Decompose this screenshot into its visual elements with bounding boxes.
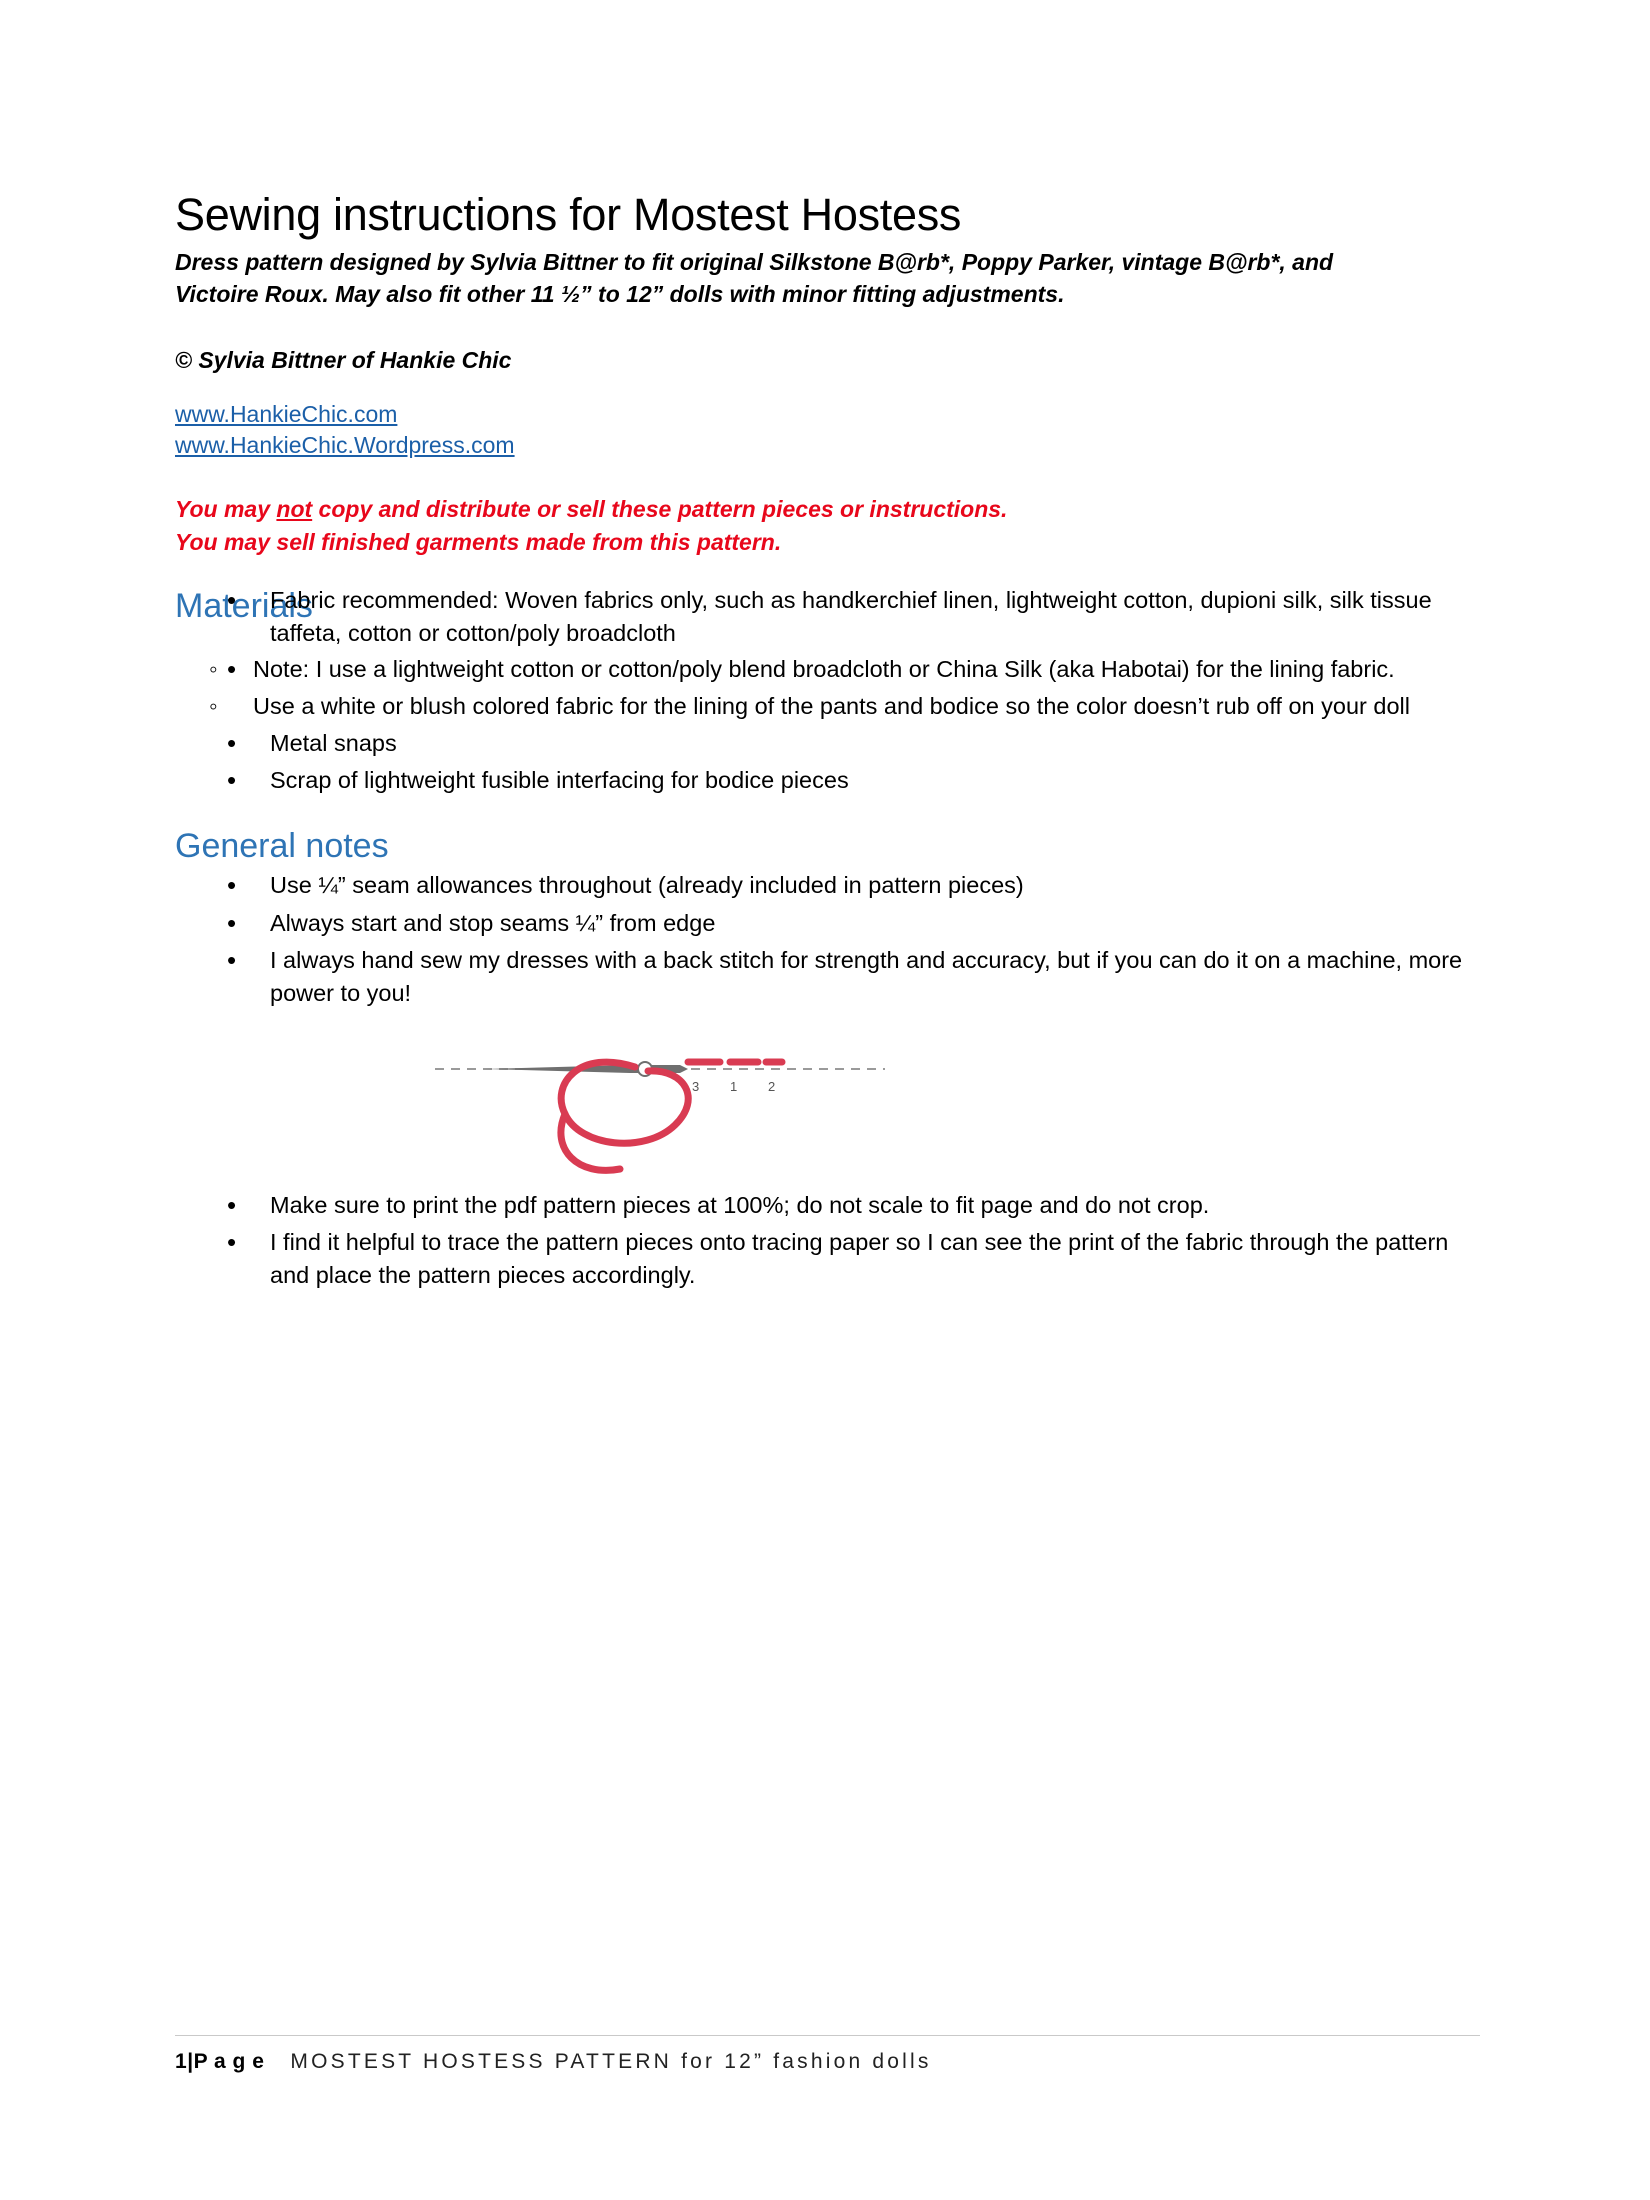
list-item: • Make sure to print the pdf pattern pieces at 100%; do not scale to fit page and do not crop. [175, 1189, 1485, 1222]
document-subtitle: Dress pattern designed by Sylvia Bittner to fit original Silkstone B@rb*, Poppy Parker, vintage B@rb*, and Victoire Roux. May also fit other 11 ½” to 12” dolls with minor fitting adjustments. [175, 248, 1334, 308]
list-item: • Always start and stop seams ¼” from edge [175, 907, 1485, 940]
list-item: • I always hand sew my dresses with a back stitch for strength and accuracy, but if you can do it on a machine, more power to you! [175, 944, 1485, 1011]
list-item: • Metal snaps [175, 727, 1485, 760]
figure-label-3: 3 [692, 1078, 700, 1094]
page-title: Sewing instructions for Mostest Hostess [175, 189, 962, 240]
list-item: ◦ • Note: I use a lightweight cotton or cotton/poly blend broadcloth or China Silk (aka Habotai) for the lining fabric. [175, 653, 1485, 686]
notice-line-2: You may sell finished garments made from this pattern. [175, 528, 782, 555]
footer-separator: | [187, 2050, 194, 2073]
materials-sublist-wrapper [175, 653, 1485, 723]
figure-label-1: 1 [730, 1078, 738, 1094]
footer-text: MOSTEST HOSTESS PATTERN for 12” fashion dolls [290, 2050, 932, 2073]
list-item: • Use ¼” seam allowances throughout (already included in pattern pieces) [175, 869, 1485, 902]
document-body [175, 190, 1485, 1293]
back-stitch-svg [430, 1029, 910, 1179]
link-hankiechic-com[interactable]: www.HankieChic.com [175, 400, 398, 427]
footer-content [175, 2050, 1480, 2074]
footer-page-number: 1 [175, 2050, 188, 2073]
list-item: • Scrap of lightweight fusible interfacing for bodice pieces [175, 764, 1485, 797]
general-notes-list-bottom [175, 1189, 1485, 1293]
link-hankiechic-wordpress[interactable]: www.HankieChic.Wordpress.com [175, 431, 515, 458]
notice-line-1 [175, 493, 1485, 526]
copyright-line: © Sylvia Bittner of Hankie Chic [175, 346, 512, 373]
materials-list [175, 584, 1485, 798]
list-item: ◦ Use a white or blush colored fabric for the lining of the pants and bodice so the color doesn’t rub off on your doll [175, 690, 1485, 723]
notice-post: copy and distribute or sell these pattern pieces or instructions. [312, 495, 1008, 522]
footer-page-label: P a g e [193, 2050, 265, 2073]
notice-underline: not [276, 495, 313, 522]
page-footer [175, 2035, 1480, 2074]
list-item: • Fabric recommended: Woven fabrics only, such as handkerchief linen, lightweight cotton, dupioni silk, silk tissue taffeta, cotton or cotton/poly broadcloth [175, 584, 1485, 651]
section-heading-general-notes: General notes [175, 826, 389, 865]
section-heading-materials: Materials [175, 587, 313, 626]
back-stitch-diagram [430, 1029, 910, 1179]
figure-label-2: 2 [768, 1078, 776, 1094]
list-item: • I find it helpful to trace the pattern pieces onto tracing paper so I can see the print of the fabric through the pattern and place the pattern pieces accordingly. [175, 1226, 1485, 1293]
general-notes-list-top [175, 869, 1485, 1010]
materials-sublist [175, 653, 1485, 723]
copyright-notice [175, 493, 1485, 558]
notice-pre: You may [175, 495, 277, 522]
